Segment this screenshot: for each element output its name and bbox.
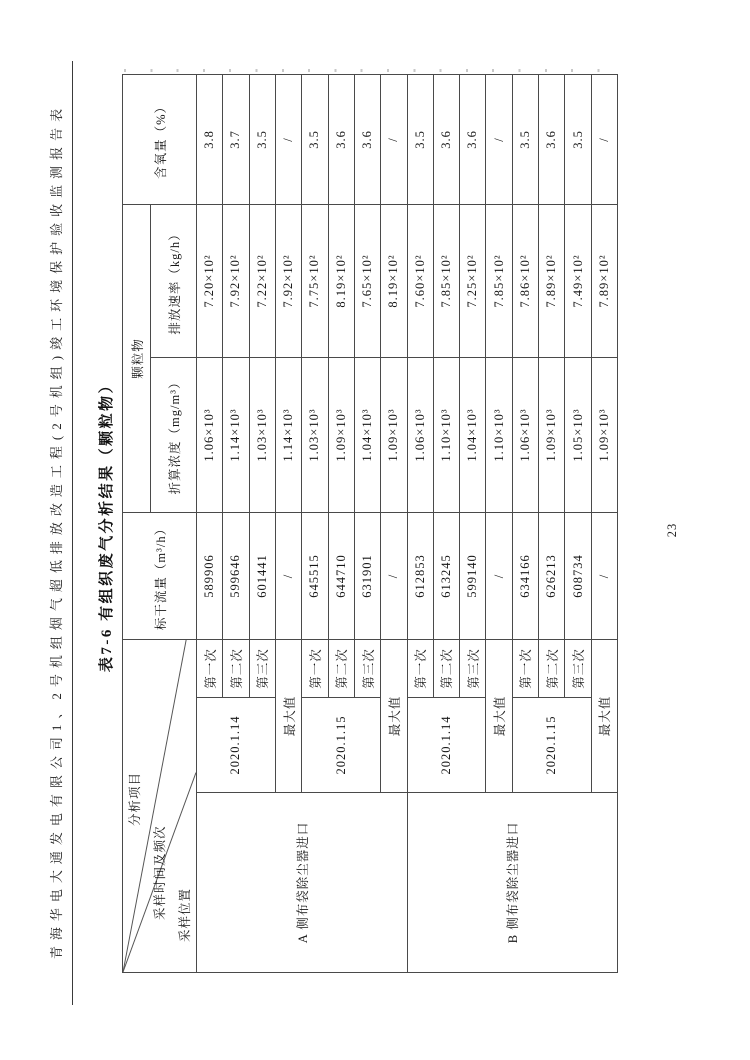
cell-emission-rate: 7.75×10² — [302, 204, 328, 357]
cell-corrected-concentration: 1.05×10³ — [565, 357, 591, 512]
cell-corrected-concentration: 1.04×10³ — [460, 357, 486, 512]
cell-oxygen-content: 3.6 — [328, 74, 354, 204]
cell-standard-dry-flow: 626213 — [539, 512, 565, 639]
cell-corrected-concentration: 1.09×10³ — [328, 357, 354, 512]
cell-emission-rate: 7.20×10² — [197, 204, 223, 357]
cell-run-label: 第二次 — [328, 639, 354, 697]
table-row — [407, 74, 433, 972]
corner-label-sampling-location: 采样位置 — [178, 887, 192, 942]
cell-run-label: 第三次 — [354, 639, 380, 697]
cell-oxygen-content: 3.7 — [223, 74, 249, 204]
cell-standard-dry-flow: / — [591, 512, 617, 639]
cell-emission-rate: 7.22×10² — [249, 204, 275, 357]
cell-run-label: 第一次 — [302, 639, 328, 697]
cell-oxygen-content: 3.6 — [433, 74, 459, 204]
cell-emission-rate: 7.25×10² — [460, 204, 486, 357]
cell-corrected-concentration: 1.14×10³ — [275, 357, 301, 512]
cell-corrected-concentration: 1.14×10³ — [223, 357, 249, 512]
cell-corrected-concentration: 1.09×10³ — [539, 357, 565, 512]
cell-oxygen-content: 3.5 — [407, 74, 433, 204]
cell-run-label: 第三次 — [565, 639, 591, 697]
cell-oxygen-content: 3.6 — [354, 74, 380, 204]
cell-standard-dry-flow: 608734 — [565, 512, 591, 639]
cell-run-label: 第一次 — [512, 639, 538, 697]
cell-emission-rate: 7.85×10² — [433, 204, 459, 357]
cell-emission-rate: 7.85×10² — [486, 204, 512, 357]
cell-corrected-concentration: 1.06×10³ — [512, 357, 538, 512]
document-header-title: 青海华电大通发电有限公司1、2号机组烟气超低排放改造工程(2号机组)竣工环境保护验收监测报告表 — [49, 102, 64, 960]
header-rule — [72, 61, 73, 1005]
cell-oxygen-content: 3.6 — [460, 74, 486, 204]
cell-run-label: 第二次 — [539, 639, 565, 697]
cell-run-label: 第三次 — [460, 639, 486, 697]
cell-oxygen-content: 3.5 — [565, 74, 591, 204]
cell-corrected-concentration: 1.03×10³ — [249, 357, 275, 512]
cell-oxygen-content: / — [591, 74, 617, 204]
cell-standard-dry-flow: 599140 — [460, 512, 486, 639]
cell-oxygen-content: 3.5 — [512, 74, 538, 204]
cell-sampling-date: 2020.1.15 — [512, 698, 591, 793]
cell-corrected-concentration: 1.10×10³ — [433, 357, 459, 512]
cell-standard-dry-flow: 634166 — [512, 512, 538, 639]
cell-corrected-concentration: 1.06×10³ — [197, 357, 223, 512]
cell-run-label: 第一次 — [407, 639, 433, 697]
cell-sampling-location: B 侧布袋除尘器进口 — [407, 793, 618, 973]
cell-emission-rate: 8.19×10² — [328, 204, 354, 357]
cell-max-label: 最大值 — [591, 639, 617, 792]
cell-oxygen-content: / — [381, 74, 407, 204]
header-particulate-group: 颗粒物 — [123, 204, 151, 512]
cell-standard-dry-flow: 645515 — [302, 512, 328, 639]
cell-corrected-concentration: 1.04×10³ — [354, 357, 380, 512]
header-oxygen-content: 含氧量（%） — [123, 74, 197, 204]
cell-corrected-concentration: 1.09×10³ — [591, 357, 617, 512]
cell-oxygen-content: / — [275, 74, 301, 204]
cell-corrected-concentration: 1.06×10³ — [407, 357, 433, 512]
cell-run-label: 第二次 — [223, 639, 249, 697]
cell-sampling-location: A 侧布袋除尘器进口 — [197, 793, 408, 973]
cell-standard-dry-flow: / — [381, 512, 407, 639]
emission-analysis-table — [122, 74, 618, 973]
cell-oxygen-content: / — [486, 74, 512, 204]
cell-standard-dry-flow: 589906 — [197, 512, 223, 639]
cell-corrected-concentration: 1.10×10³ — [486, 357, 512, 512]
cell-standard-dry-flow: 601441 — [249, 512, 275, 639]
header-standard-dry-flow: 标干流量（m³/h） — [123, 512, 197, 639]
cell-oxygen-content: 3.5 — [249, 74, 275, 204]
cell-standard-dry-flow: / — [275, 512, 301, 639]
corner-label-sampling-time-frequency: 采样时间及频次 — [153, 825, 167, 920]
cell-sampling-date: 2020.1.15 — [302, 698, 381, 793]
cell-emission-rate: 7.92×10² — [275, 204, 301, 357]
cell-max-label: 最大值 — [486, 639, 512, 792]
cell-standard-dry-flow: 599646 — [223, 512, 249, 639]
scan-artifact-ticks — [124, 69, 616, 72]
cell-run-label: 第二次 — [433, 639, 459, 697]
cell-sampling-date: 2020.1.14 — [197, 698, 276, 793]
cell-corrected-concentration: 1.03×10³ — [302, 357, 328, 512]
cell-oxygen-content: 3.8 — [197, 74, 223, 204]
cell-emission-rate: 7.60×10² — [407, 204, 433, 357]
cell-corrected-concentration: 1.09×10³ — [381, 357, 407, 512]
cell-oxygen-content: 3.6 — [539, 74, 565, 204]
cell-oxygen-content: 3.5 — [302, 74, 328, 204]
cell-emission-rate: 7.65×10² — [354, 204, 380, 357]
cell-emission-rate: 8.19×10² — [381, 204, 407, 357]
header-emission-rate: 排放速率（kg/h） — [151, 204, 197, 357]
cell-standard-dry-flow: / — [486, 512, 512, 639]
cell-emission-rate: 7.92×10² — [223, 204, 249, 357]
cell-sampling-date: 2020.1.14 — [407, 698, 486, 793]
header-row-1 — [123, 74, 151, 972]
cell-emission-rate: 7.86×10² — [512, 204, 538, 357]
cell-emission-rate: 7.49×10² — [565, 204, 591, 357]
cell-run-label: 第一次 — [197, 639, 223, 697]
cell-standard-dry-flow: 612853 — [407, 512, 433, 639]
cell-run-label: 第三次 — [249, 639, 275, 697]
table-title: 表7-6 有组织废气分析结果（颗粒物） — [99, 375, 115, 673]
cell-emission-rate: 7.89×10² — [591, 204, 617, 357]
table-row — [197, 74, 223, 972]
cell-emission-rate: 7.89×10² — [539, 204, 565, 357]
cell-max-label: 最大值 — [381, 639, 407, 792]
cell-standard-dry-flow: 613245 — [433, 512, 459, 639]
corner-cell — [123, 639, 197, 972]
cell-standard-dry-flow: 631901 — [354, 512, 380, 639]
header-corrected-concentration: 折算浓度（mg/m³） — [151, 357, 197, 512]
corner-label-analysis-item: 分析项目 — [128, 771, 142, 826]
cell-standard-dry-flow: 644710 — [328, 512, 354, 639]
page-number: 23 — [665, 522, 679, 538]
cell-max-label: 最大值 — [275, 639, 301, 792]
